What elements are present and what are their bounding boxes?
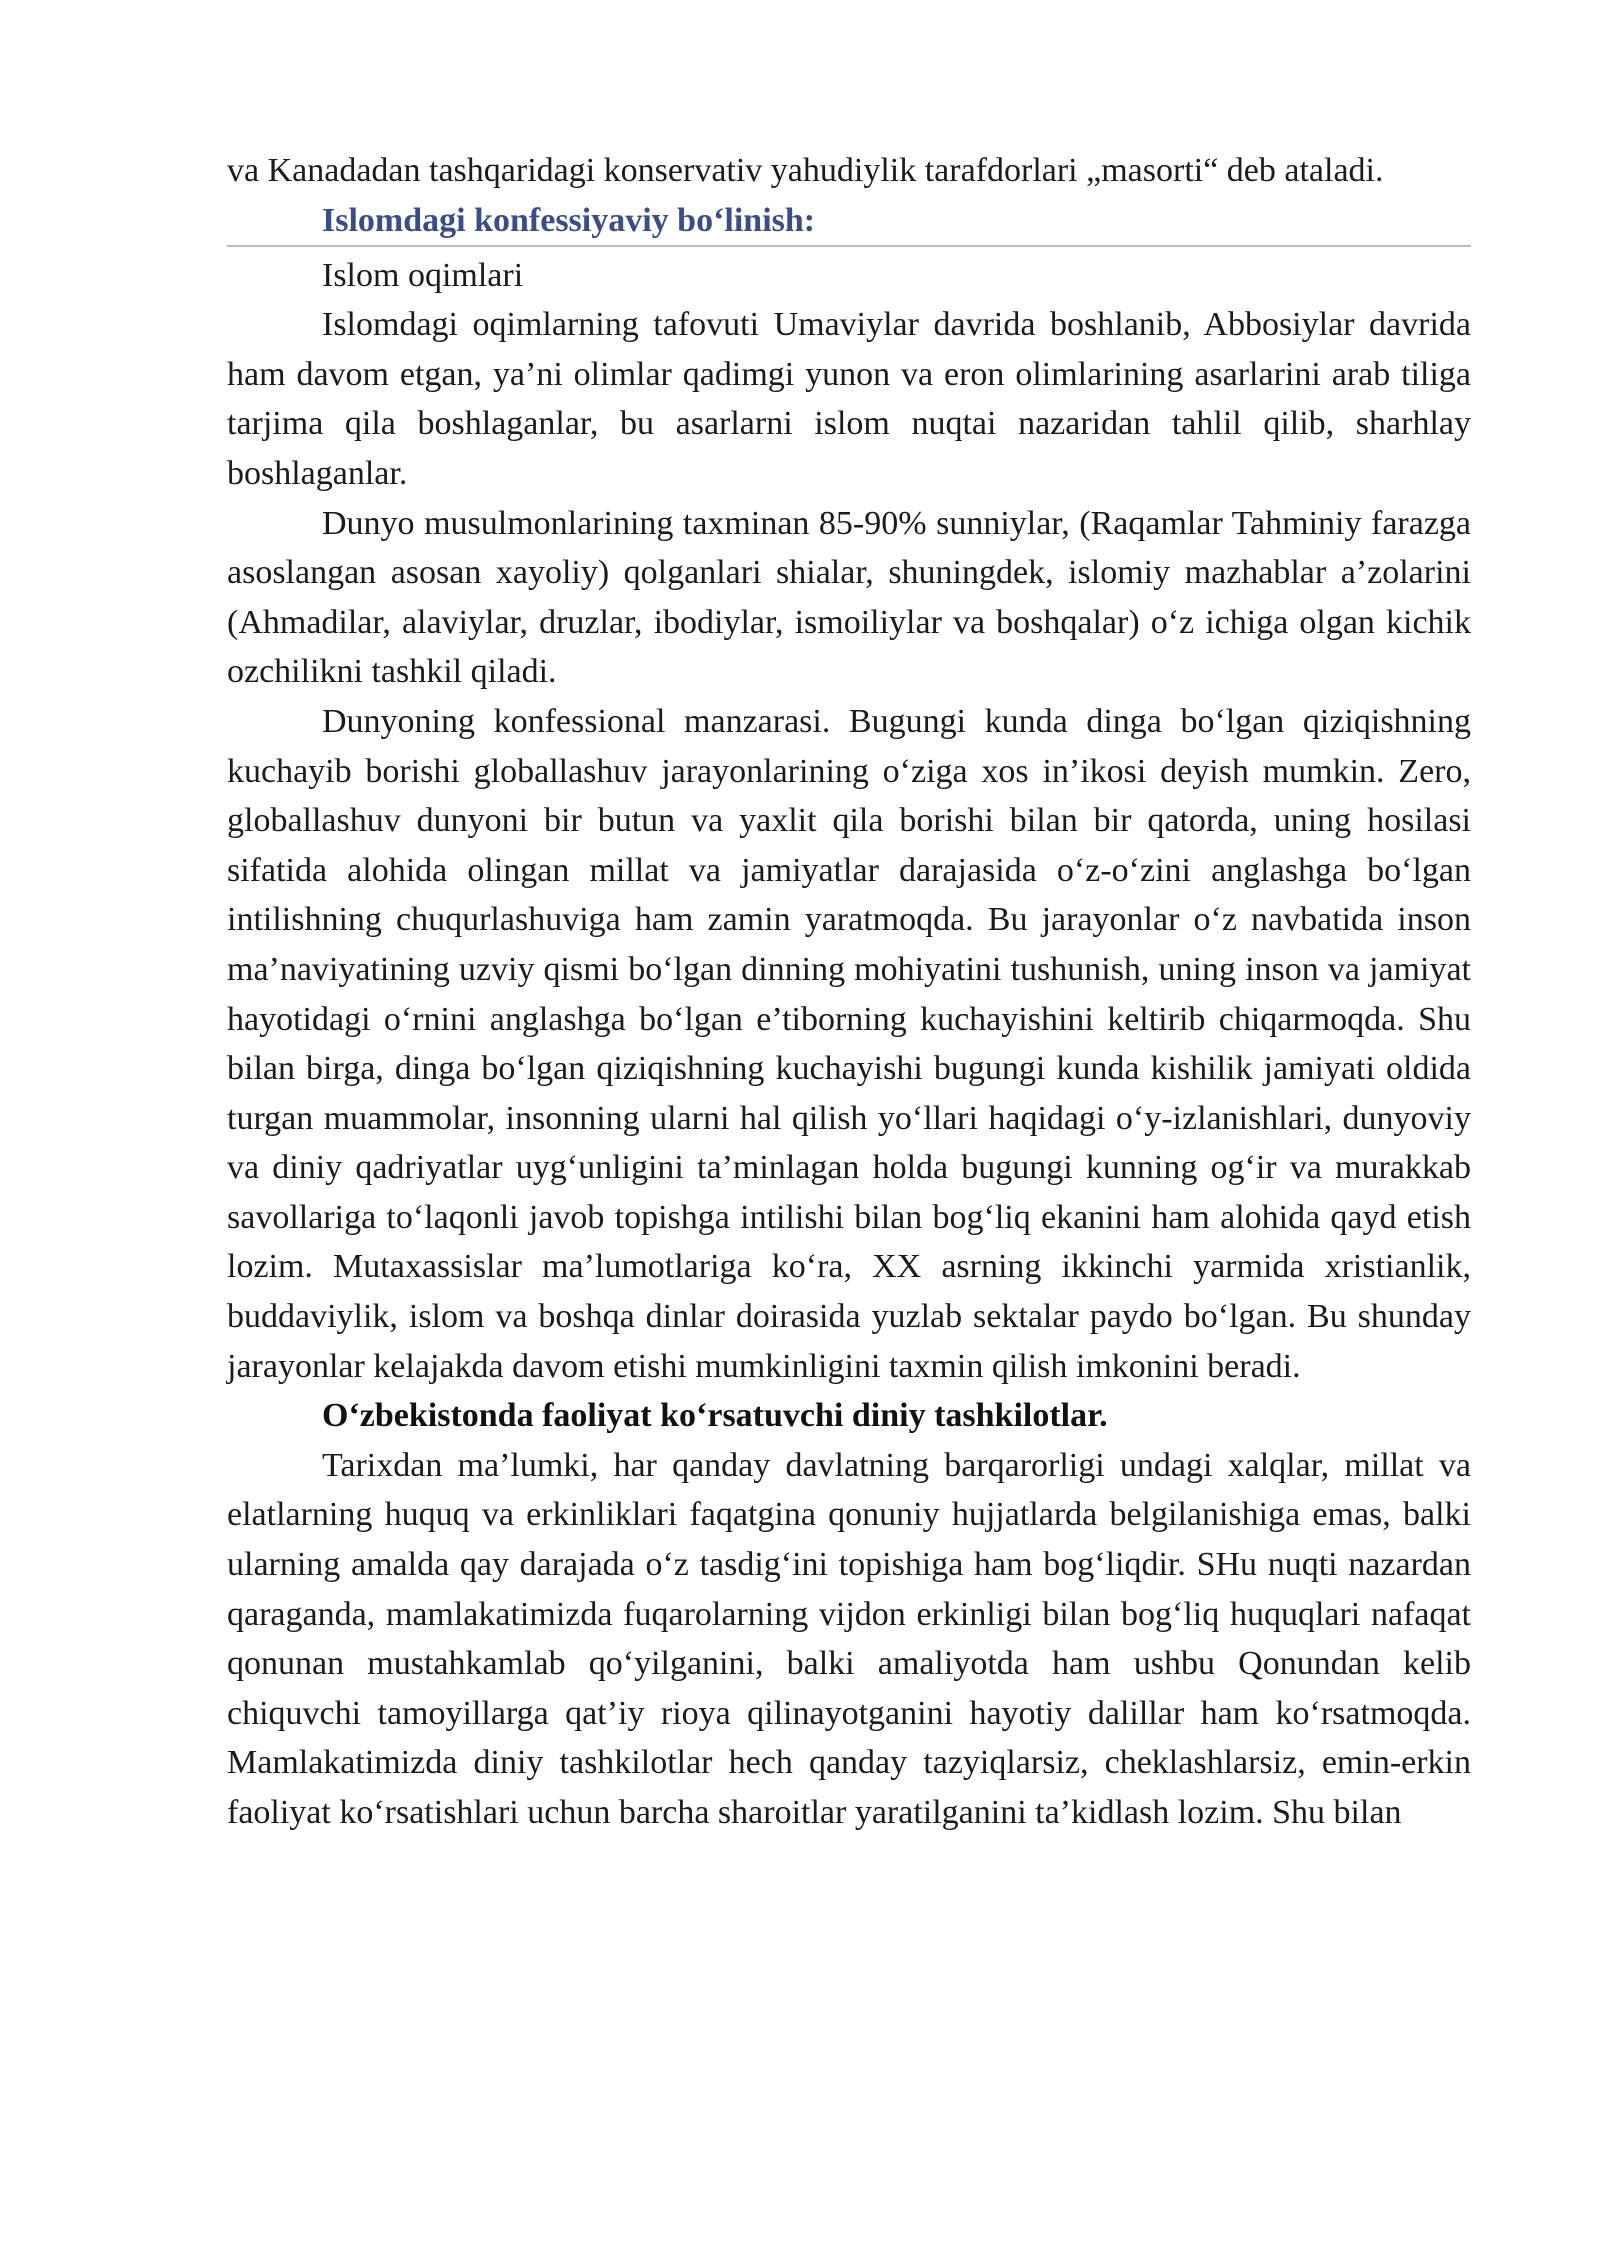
paragraph-muslim-demographics: Dunyo musulmonlarining taxminan 85-90% sunniylar, (Raqamlar Tahminiy farazga asoslangan asosan xayoliy) qolganlari shialar, shuningdek, islomiy mazhablar a’zolarini (Ahmadilar, alaviylar, druzlar, ibodiylar, ismoiliylar va boshqalar) o‘z ichiga olgan kichik ozchilikni tashkil qiladi.	[227, 504, 1471, 691]
paragraph-islam-currents: Islomdagi oqimlarning tafovuti Umaviylar davrida boshlanib, Abbosiylar davrida ham davom etgan, ya’ni olimlar qadimgi yunon va eron olimlarining asarlarini arab tiliga tarjima qila boshlaganlar, bu asarlarni islom nuqtai nazaridan tahlil qilib, sharhlay boshlaganlar.	[227, 306, 1471, 492]
subheading-islam-currents: Islom oqimlari	[322, 256, 524, 294]
page-body	[227, 146, 1471, 1838]
section-heading-islam-division: Islomdagi konfessiyaviy bo‘linish:	[227, 196, 1471, 247]
paragraph-confessional-landscape: Dunyoning konfessional manzarasi. Bugungi kunda dinga bo‘lgan qiziqishning kuchayib borishi globallashuv jarayonlarining o‘ziga xos in’ikosi deyish mumkin. Zero, globallashuv dunyoni bir butun va yaxlit qila borishi bilan bir qatorda, uning hosilasi sifatida alohida olingan millat va jamiyatlar darajasida o‘z-o‘zini anglashga bo‘lgan intilishning chuqurlashuviga ham zamin yaratmoqda. Bu jarayonlar o‘z navbatida inson ma’naviyatining uzviy qismi bo‘lgan dinning mohiyatini tushunish, uning inson va jamiyat hayotidagi o‘rnini anglashga bo‘lgan e’tiborning kuchayishini keltirib chiqarmoqda. Shu bilan birga, dinga bo‘lgan qiziqishning kuchayishi bugungi kunda kishilik jamiyati oldida turgan muammolar, insonning ularni hal qilish yo‘llari haqidagi o‘y-izlanishlari, dunyoviy va diniy qadriyatlar uyg‘unligini ta’minlagan holda bugungi kunning og‘ir va murakkab savollariga to‘laqonli javob topishga intilishi bilan bog‘liq ekanini ham alohida qayd etish lozim. Mutaxassislar ma’lumotlariga ko‘ra, XX asrning ikkinchi yarmida xristianlik, buddaviylik, islom va boshqa dinlar doirasida yuzlab sektalar paydo bo‘lgan. Bu shunday jarayonlar kelajakda davom etishi mumkinligini taxmin qilish imkonini beradi.	[227, 702, 1471, 1385]
paragraph-masorti: va Kanadadan tashqaridagi konservativ yahudiylik tarafdorlari „masorti“ deb ataladi.	[227, 152, 1384, 189]
section-heading-uzbek-organizations: O‘zbekistonda faoliyat ko‘rsatuvchi diniy tashkilotlar.	[322, 1397, 1108, 1435]
paragraph-uzbek-freedom: Tarixdan ma’lumki, har qanday davlatning barqarorligi undagi xalqlar, millat va elatlarning huquq va erkinliklari faqatgina qonuniy hujjatlarda belgilanishiga emas, balki ularning amalda qay darajada o‘z tasdig‘ini topishiga ham bog‘liqdir. SHu nuqti nazardan qaraganda, mamlakatimizda fuqarolarning vijdon erkinligi bilan bog‘liq huquqlari nafaqat qonunan mustahkamlab qo‘yilganini, balki amaliyotda ham ushbu Qonundan kelib chiquvchi tamoyillarga qat’iy rioya qilinayotganini hayotiy dalillar ham ko‘rsatmoqda. Mamlakatimizda diniy tashkilotlar hech qanday tazyiqlarsiz, cheklashlarsiz, emin-erkin faoliyat ko‘rsatishlari uchun barcha sharoitlar yaratilganini ta’kidlash lozim. Shu bilan	[227, 1446, 1471, 1831]
